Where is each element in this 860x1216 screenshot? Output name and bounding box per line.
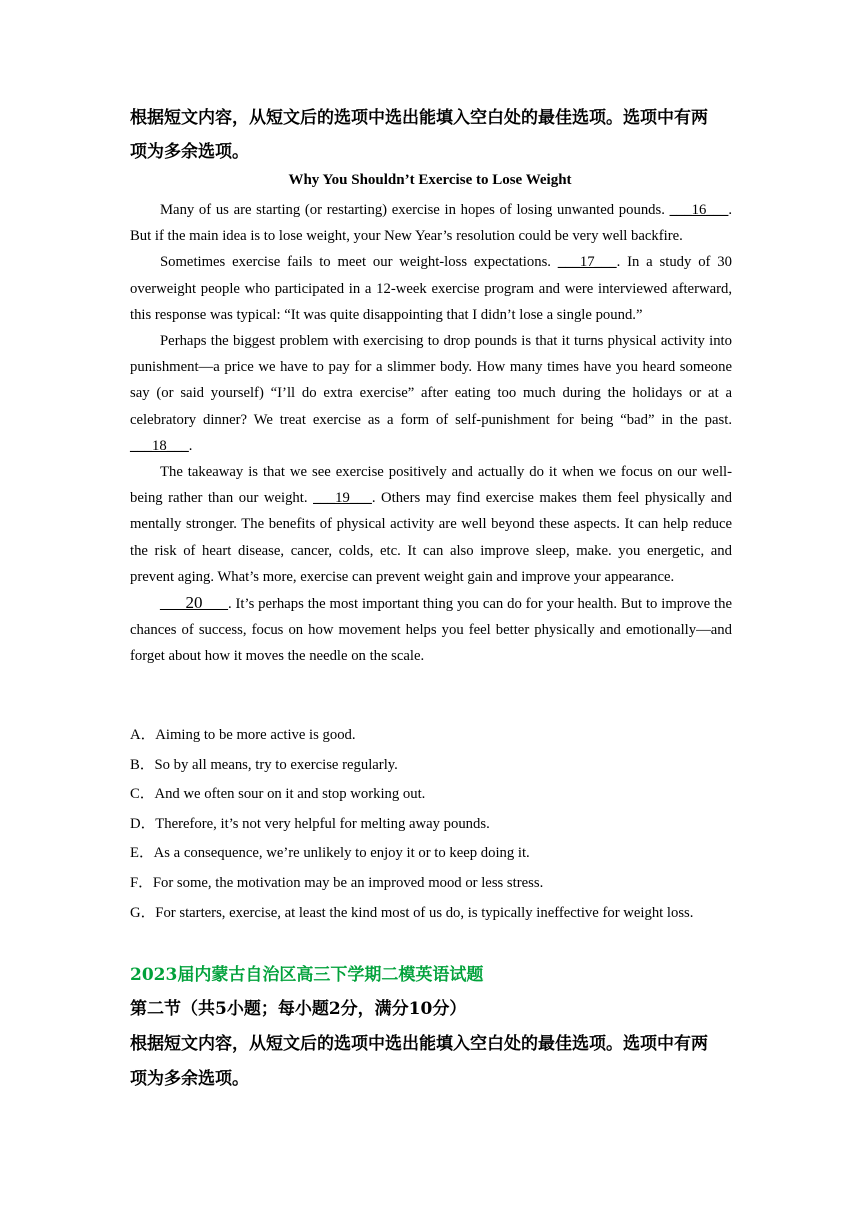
section-heading: 第二节（共5小题；每小题2分，满分10分） <box>130 999 467 1019</box>
option-a: A．Aiming to be more active is good. <box>130 727 356 743</box>
source-heading: 2023届内蒙古自治区高三下学期二模英语试题 <box>130 965 484 985</box>
blank-17: ___17___ <box>557 254 617 271</box>
option-e: E．As a consequence, we’re unlikely to enjoy it or to keep doing it. <box>130 845 530 862</box>
option-c: C．And we often sour on it and stop working out. <box>130 786 426 803</box>
option-d: D．Therefore, it’s not very helpful for melting away pounds. <box>130 815 490 832</box>
paragraph-1: Many of us are starting (or restarting) exercise in hopes of losing unwanted pounds. ___16___. But if the main idea is to lose weight, your New Year’s resolution could be very well backfire. <box>130 202 732 245</box>
paragraph-3: Perhaps the biggest problem with exercising to drop pounds is that it turns physical activity into punishment—a price we have to pay for a slimmer body. How many times have you heard someone say (or said yourself) “I’ll do extra exercise” after eating too much during the holidays or at a celebratory dinner? We treat exercise as a form of self-punishment for being “bad” in the past. ___18___. <box>130 333 732 454</box>
instruction-line-1: 根据短文内容，从短文后的选项中选出能填入空白处的最佳选项。选项中有两 <box>130 108 708 128</box>
paragraph-2: Sometimes exercise fails to meet our weight-loss expectations. ___17___. In a study of 30 overweight people who participated in a 12-week exercise program and were interviewed afterward, this response was typical: “It was quite disappointing that I didn’t lose a single pound.” <box>130 254 732 323</box>
instruction-line-2: 项为多余选项。 <box>130 142 249 162</box>
option-f: F．For some, the motivation may be an improved mood or less stress. <box>130 874 544 891</box>
option-g: G．For starters, exercise, at least the kind most of us do, is typically ineffective for weight loss. <box>130 904 694 921</box>
blank-18: ___18___ <box>130 437 189 454</box>
paragraph-5: ___20___. It’s perhaps the most important thing you can do for your health. But to improve the chances of success, focus on how movement helps you feel better physically and emotionally—and forget about how it moves the needle on the scale. <box>130 593 732 665</box>
passage-body <box>130 197 732 670</box>
paragraph-4: The takeaway is that we see exercise positively and actually do it when we focus on our well-being rather than our weight. ___19___. Others may find exercise makes them feel physically and mentally stronger. The benefits of physical activity are well beyond these aspects. It can help reduce the risk of heart disease, cancer, colds, etc. It can also improve sleep, make. you energetic, and prevent aging. What’s more, exercise can prevent weight gain and improve your appearance. <box>130 464 732 585</box>
passage-title: Why You Shouldn’t Exercise to Lose Weight <box>288 172 572 188</box>
blank-16: ___16___ <box>669 202 729 218</box>
option-b: B．So by all means, try to exercise regularly. <box>130 756 398 773</box>
next-instruction-line-1: 根据短文内容，从短文后的选项中选出能填入空白处的最佳选项。选项中有两 <box>130 1034 708 1054</box>
next-instruction-line-2: 项为多余选项。 <box>130 1069 249 1089</box>
blank-19: ___19___ <box>313 490 372 507</box>
blank-20: ___20___ <box>160 593 228 613</box>
options-list <box>130 722 693 929</box>
